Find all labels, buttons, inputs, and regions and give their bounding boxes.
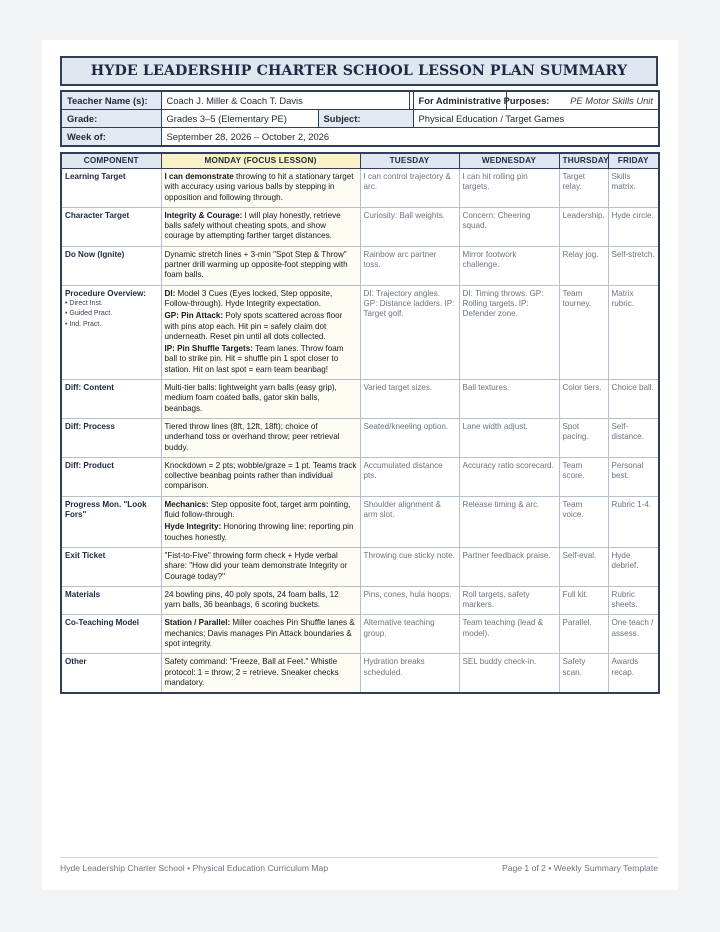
fri-cell: Hyde debrief.	[608, 547, 659, 586]
monday-part-label: IP: Pin Shuffle Targets:	[164, 344, 253, 354]
monday-cell	[161, 496, 360, 547]
component-cell	[61, 207, 161, 246]
wed-cell: Concern: Cheering squad.	[459, 207, 559, 246]
component-label: Other	[65, 657, 87, 667]
thu-cell: Team voice.	[559, 496, 608, 547]
monday-text: Miller coaches Pin Shuffle lanes & mechanics; Davis manages Pin Attack boundaries & spot integrity.	[164, 618, 355, 648]
table-row	[61, 380, 659, 419]
monday-cell	[161, 207, 360, 246]
component-cell	[61, 586, 161, 615]
component-label: Exit Ticket	[65, 550, 106, 560]
monday-cell	[161, 615, 360, 654]
table-row	[61, 586, 659, 615]
component-label: Procedure Overview:	[65, 288, 146, 298]
wed-cell: Release timing & arc.	[459, 496, 559, 547]
component-label: Learning Target	[65, 172, 126, 181]
monday-text: Dynamic stretch lines + 3-min "Spot Step & Throw" partner drill warming up opposite-foot stepping with foam balls.	[164, 249, 348, 280]
tue-cell: Seated/kneeling option.	[360, 418, 459, 457]
week-label: Week of:	[61, 128, 161, 147]
tue-cell: Pins, cones, hula hoops.	[360, 586, 459, 615]
monday-cell	[161, 418, 360, 457]
component-label: Progress Mon. "Look Fors"	[65, 499, 147, 520]
thu-cell: Leadership.	[559, 207, 608, 246]
header-tuesday: TUESDAY	[360, 153, 459, 169]
tue-cell: I can control trajectory & arc.	[360, 169, 459, 208]
wed-cell: DI: Timing throws. GP: Rolling targets. IP: Defender zone.	[459, 285, 559, 379]
thu-cell: Self-eval.	[559, 547, 608, 586]
header-thursday: THURSDAY	[559, 153, 608, 169]
monday-part	[165, 311, 357, 342]
component-cell	[61, 615, 161, 654]
wed-cell: Ball textures.	[459, 380, 559, 419]
header-row	[61, 153, 659, 169]
component-cell	[61, 380, 161, 419]
table-row	[61, 418, 659, 457]
monday-lead: Integrity & Courage:	[164, 210, 243, 220]
admin-label: For Administrative Purposes:	[413, 91, 506, 110]
component-sub-item: • Guided Pract.	[65, 310, 113, 318]
monday-cell	[161, 246, 360, 285]
component-label: Character Target	[65, 210, 130, 220]
info-table	[60, 90, 660, 147]
thu-cell: Team score.	[559, 457, 608, 496]
subject-value: Physical Education / Target Games	[413, 110, 659, 128]
tue-cell: Throwing cue sticky note.	[360, 547, 459, 586]
table-row	[61, 615, 659, 654]
admin-value: PE Motor Skills Unit	[506, 91, 659, 110]
thu-cell: Parallel.	[559, 615, 608, 654]
monday-cell	[161, 654, 360, 693]
table-row	[61, 457, 659, 496]
monday-part	[165, 522, 357, 543]
monday-part	[165, 344, 357, 375]
monday-text: Knockdown = 2 pts; wobble/graze = 1 pt. Teams track collective beanbag points rather than individual comparison.	[164, 460, 357, 491]
monday-text: "Fist-to-Five" throwing form check + Hyde verbal share: "How did your team demonstrate Integrity or Courage today?"	[164, 550, 348, 581]
lesson-plan-page	[42, 40, 678, 890]
monday-cell	[161, 169, 360, 208]
fri-cell: One teach / assess.	[608, 615, 659, 654]
monday-part	[165, 500, 357, 521]
table-row	[61, 496, 659, 547]
teacher-label: Teacher Name (s):	[61, 91, 161, 110]
fri-cell: Hyde circle.	[608, 207, 659, 246]
component-cell	[61, 457, 161, 496]
component-label: Do Now (Ignite)	[65, 249, 125, 259]
monday-part-text: Poly spots scattered across floor with pins atop each. Hit pin = safely claim dot underneath. Reset pin until all dots collected.	[164, 311, 343, 341]
subject-label: Subject:	[318, 110, 413, 128]
tue-cell: Hydration breaks scheduled.	[360, 654, 459, 693]
component-label: Diff: Content	[65, 383, 114, 393]
tue-cell: Shoulder alignment & arm slot.	[360, 496, 459, 547]
thu-cell: Team tourney.	[559, 285, 608, 379]
thu-cell: Spot pacing.	[559, 418, 608, 457]
monday-part	[165, 289, 357, 310]
component-cell	[61, 547, 161, 586]
table-row	[61, 285, 659, 379]
table-row	[61, 246, 659, 285]
component-sub-item: • Direct Inst.	[65, 299, 103, 307]
fri-cell: Awards recap.	[608, 654, 659, 693]
thu-cell: Color tiers.	[559, 380, 608, 419]
header-wednesday: WEDNESDAY	[459, 153, 559, 169]
monday-text: Tiered throw lines (8ft, 12ft, 18ft); choice of underhand toss or overhand throw; peer retrieval buddy.	[164, 421, 340, 452]
table-row	[61, 207, 659, 246]
footer-right: Page 1 of 2 • Weekly Summary Template	[501, 863, 658, 873]
monday-part-label: GP: Pin Attack:	[164, 311, 224, 321]
footer-divider	[60, 857, 658, 858]
wed-cell: Mirror footwork challenge.	[459, 246, 559, 285]
table-row	[61, 547, 659, 586]
thu-cell: Relay jog.	[559, 246, 608, 285]
monday-cell	[161, 285, 360, 379]
component-cell	[61, 246, 161, 285]
component-cell	[61, 285, 161, 379]
monday-part-text: Model 3 Cues (Eyes locked, Step opposite, Follow-through). Hyde Integrity expectation.	[164, 288, 333, 308]
fri-cell: Rubric sheets.	[608, 586, 659, 615]
component-label: Diff: Product	[65, 460, 115, 470]
tue-cell: Curiosity: Ball weights.	[360, 207, 459, 246]
header-component: COMPONENT	[61, 153, 161, 169]
monday-cell	[161, 380, 360, 419]
component-cell	[61, 496, 161, 547]
monday-part-text: Step opposite foot, target arm pointing, fluid follow-through.	[164, 499, 351, 520]
component-cell	[61, 169, 161, 208]
wed-cell: Accuracy ratio scorecard.	[459, 457, 559, 496]
header-friday: FRIDAY	[608, 153, 659, 169]
header-monday: MONDAY (FOCUS LESSON)	[161, 153, 360, 169]
component-label: Co-Teaching Model	[65, 618, 140, 628]
fri-cell: Matrix rubric.	[608, 285, 659, 379]
wed-cell: Partner feedback praise.	[459, 547, 559, 586]
lesson-plan-table	[60, 152, 660, 694]
tue-cell: Alternative teaching group.	[360, 615, 459, 654]
component-sub-item: • Ind. Pract.	[65, 320, 102, 328]
thu-cell: Target relay.	[559, 169, 608, 208]
fri-cell: Rubric 1-4.	[608, 496, 659, 547]
tue-cell: DI: Trajectory angles. GP: Distance ladders. IP: Target golf.	[360, 285, 459, 379]
monday-part-label: DI:	[164, 288, 176, 298]
tue-cell: Varied target sizes.	[360, 380, 459, 419]
fri-cell: Choice ball.	[608, 380, 659, 419]
monday-text: Safety command: "Freeze, Ball at Feet." Whistle protocol: 1 = throw; 2 = retrieve. Sneaker checks mandatory.	[164, 657, 339, 687]
monday-part-label: Mechanics:	[164, 499, 209, 509]
monday-text: I will play honestly, retrieve balls safely without cheating spots, and show courage by attempting farther target distances.	[164, 210, 341, 241]
monday-part-label: Hyde Integrity:	[164, 522, 222, 532]
component-label: Diff: Process	[65, 421, 115, 431]
monday-cell	[161, 547, 360, 586]
page-title: HYDE LEADERSHIP CHARTER SCHOOL LESSON PLAN SUMMARY	[60, 56, 658, 86]
wed-cell: Team teaching (lead & model).	[459, 615, 559, 654]
table-row	[61, 654, 659, 693]
table-row	[61, 169, 659, 208]
thu-cell: Full kit.	[559, 586, 608, 615]
fri-cell: Self-distance.	[608, 418, 659, 457]
wed-cell: Lane width adjust.	[459, 418, 559, 457]
component-cell	[61, 418, 161, 457]
monday-text: Multi-tier balls: lightweight yarn balls (easy grip), medium foam coated balls, gator skin balls, beanbags.	[164, 383, 337, 413]
component-cell	[61, 654, 161, 693]
wed-cell: SEL buddy check-in.	[459, 654, 559, 693]
monday-lead: I can demonstrate	[164, 172, 234, 181]
fri-cell: Skills matrix.	[608, 169, 659, 208]
grade-value: Grades 3–5 (Elementary PE)	[161, 110, 318, 128]
monday-lead: Station / Parallel:	[164, 618, 231, 628]
teacher-value: Coach J. Miller & Coach T. Davis	[161, 91, 409, 110]
thu-cell: Safety scan.	[559, 654, 608, 693]
monday-text: 24 bowling pins, 40 poly spots, 24 foam balls, 12 yarn balls, 36 beanbags, 6 scoring buckets.	[164, 589, 339, 610]
footer-left: Hyde Leadership Charter School • Physical Education Curriculum Map	[60, 863, 329, 873]
tue-cell: Rainbow arc partner toss.	[360, 246, 459, 285]
monday-text: throwing to hit a stationary target with accuracy using various balls by stepping in opposition and following through.	[164, 172, 354, 202]
week-value: September 28, 2026 – October 2, 2026	[161, 128, 659, 147]
fri-cell: Self-stretch.	[608, 246, 659, 285]
component-label: Materials	[65, 589, 101, 599]
monday-part-text: Honoring throwing line; reporting pin touches honestly.	[164, 522, 354, 542]
monday-cell	[161, 457, 360, 496]
fri-cell: Personal best.	[608, 457, 659, 496]
wed-cell: Roll targets, safety markers.	[459, 586, 559, 615]
monday-part-text: Team lanes. Throw foam ball to strike pin. Hit = shuffle pin 1 spot closer to station. Hit on last spot = earn team beanbag!	[164, 344, 344, 374]
wed-cell: I can hit rolling pin targets.	[459, 169, 559, 208]
grade-label: Grade:	[61, 110, 161, 128]
tue-cell: Accumulated distance pts.	[360, 457, 459, 496]
monday-cell	[161, 586, 360, 615]
